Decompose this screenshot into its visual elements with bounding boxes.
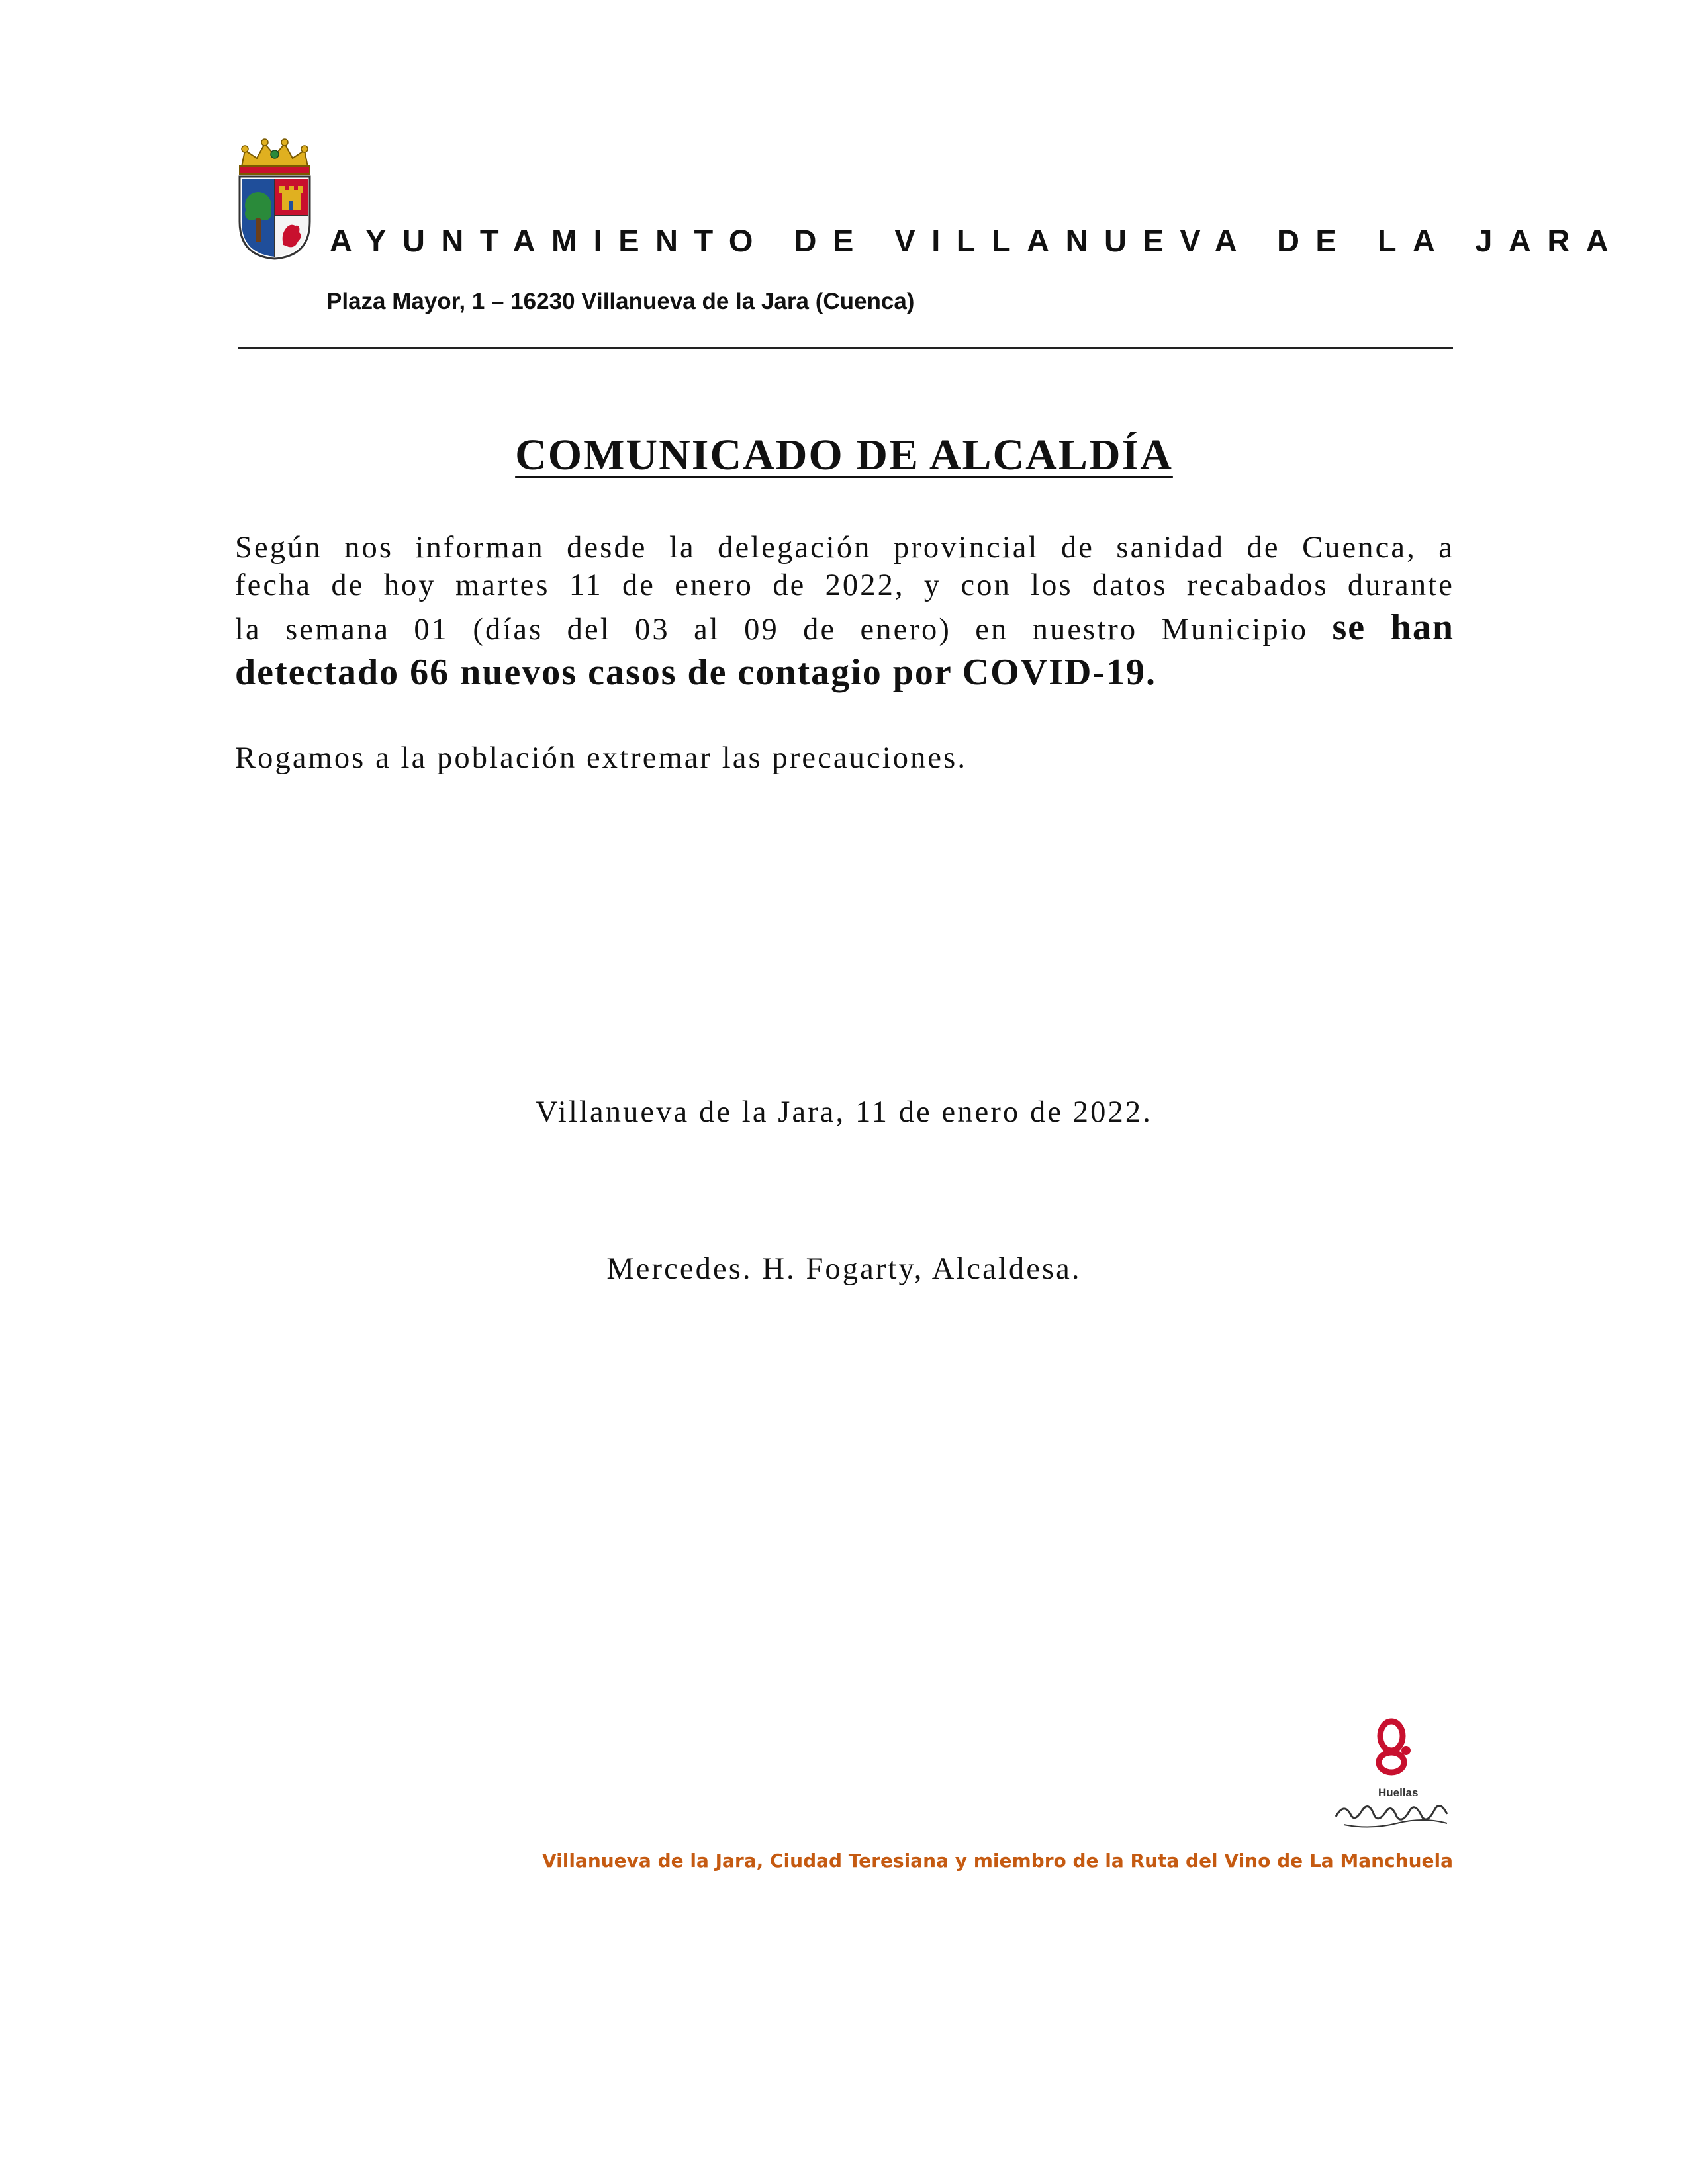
huellas-logo-label: Huellas [1378,1786,1419,1799]
paragraph-line-4-bold: detectado 66 nuevos casos de contagio por COVID-19. [235,652,1157,694]
announcement-paragraph [235,529,1454,696]
municipality-name: AYUNTAMIENTO DE VILLANUEVA DE LA JARA [330,223,1625,258]
paragraph-line-3-regular: la semana 01 (días del 03 al 09 de enero) en nuestro Municipio [235,612,1333,647]
paragraph-line-3 [235,605,1454,651]
huellas-logo-icon [1331,1717,1453,1837]
paragraph-line-3-bold: se han [1332,606,1455,648]
footer-tagline: Villanueva de la Jara, Ciudad Teresiana y miembro de la Ruta del Vino de La Manchuela [541,1850,1453,1872]
coat-of-arms-icon [232,136,318,261]
document-title [0,433,1688,477]
signature-line: Mercedes. H. Fogarty, Alcaldesa. [606,1252,1082,1286]
paragraph-line-2: fecha de hoy martes 11 de enero de 2022, y con los datos recabados durante [235,568,1454,602]
closing-sentence: Rogamos a la población extremar las precauciones. [235,741,968,775]
place-and-date: Villanueva de la Jara, 11 de enero de 2022. [536,1095,1152,1129]
paragraph-line-1: Según nos informan desde la delegación provincial de sanidad de Cuenca, a [235,531,1454,565]
header-divider [238,347,1453,349]
document-title-text: COMUNICADO DE ALCALDÍA [515,431,1173,479]
municipality-address: Plaza Mayor, 1 – 16230 Villanueva de la Jara (Cuenca) [326,289,915,314]
